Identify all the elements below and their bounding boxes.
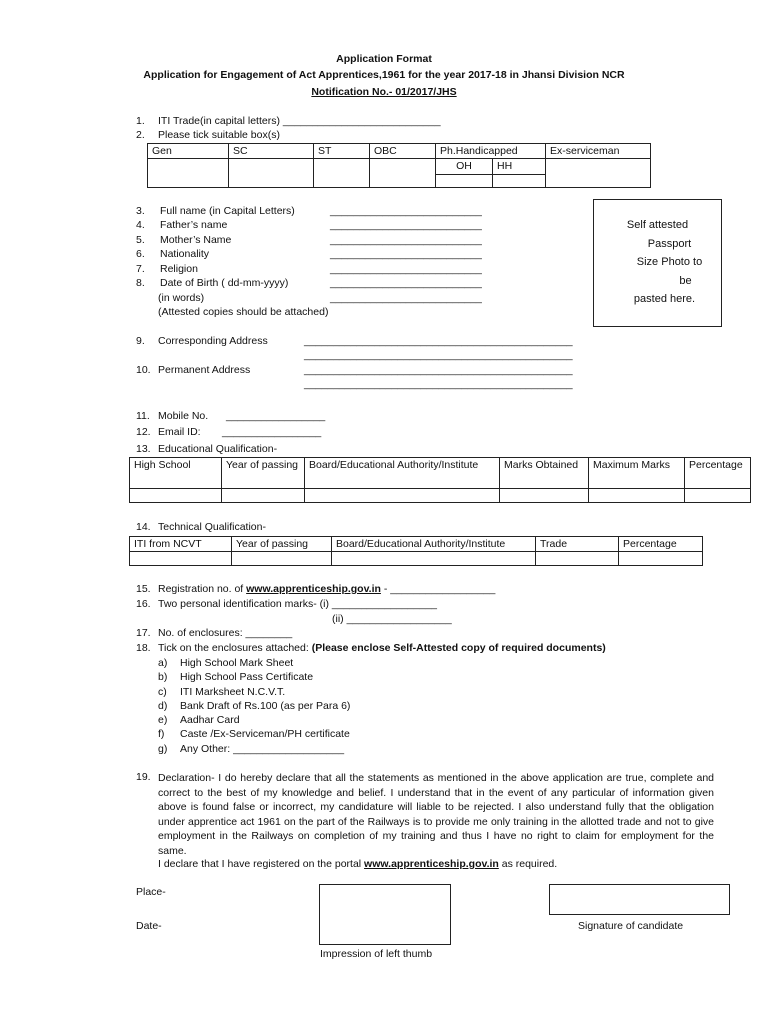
q1-blank[interactable]: ___________________________ [282, 115, 441, 127]
tech-cell[interactable] [332, 552, 536, 566]
enclosure-letter: f) [158, 728, 165, 740]
enclosure-letter: a) [158, 657, 168, 669]
tech-header: Year of passing [232, 537, 332, 552]
enclosure-letter: c) [158, 686, 167, 698]
tick-gen[interactable] [148, 159, 229, 188]
category-hh: HH [493, 159, 546, 175]
corr-address-line[interactable]: ______________________________________________ [304, 335, 573, 347]
q15-number: 15. [136, 583, 151, 595]
tech-header: Trade [536, 537, 619, 552]
q14-number: 14. [136, 521, 151, 533]
place-label: Place- [136, 886, 166, 898]
full-name-field[interactable]: __________________________ [330, 205, 482, 217]
tick-ex-serviceman[interactable] [546, 159, 651, 188]
tech-header: Percentage [619, 537, 703, 552]
edu-cell[interactable] [130, 489, 222, 503]
q8-label: Date of Birth ( dd-mm-yyyy) [160, 277, 289, 289]
q16-number: 16. [136, 598, 151, 610]
signature-label: Signature of candidate [578, 920, 684, 932]
portal-link[interactable]: www.apprenticeship.gov.in [246, 583, 381, 595]
tick-st[interactable] [314, 159, 370, 188]
edu-cell[interactable] [500, 489, 589, 503]
q12-label: Email ID: [158, 426, 201, 438]
enclosure-item[interactable]: Any Other: ___________________ [180, 743, 345, 755]
tick-obc[interactable] [370, 159, 436, 188]
q16-text: Two personal identification marks- (i) __________________ [158, 598, 438, 610]
q9-label: Corresponding Address [158, 335, 268, 347]
enclosure-letter: g) [158, 743, 168, 755]
category-sc: SC [229, 144, 314, 159]
date-label: Date- [136, 920, 162, 932]
education-table [129, 457, 751, 503]
q6-label: Nationality [160, 248, 210, 260]
tech-cell[interactable] [536, 552, 619, 566]
portal-link-declaration[interactable]: www.apprenticeship.gov.in [364, 858, 499, 870]
edu-header: Percentage [685, 458, 751, 489]
edu-header: Year of passing [222, 458, 305, 489]
q13-label: Educational Qualification- [158, 443, 278, 455]
photo-line: be [679, 274, 692, 287]
tick-oh[interactable] [436, 175, 493, 188]
perm-address-line[interactable]: ______________________________________________ [304, 364, 573, 376]
q3-label: Full name (in Capital Letters) [160, 205, 295, 217]
photo-line: Self attested [626, 219, 689, 231]
q4-label: Father’s name [160, 219, 228, 231]
q5-label: Mother’s Name [160, 234, 232, 246]
photo-line: Size Photo to [636, 256, 703, 268]
enclosure-item[interactable]: High School Pass Certificate [180, 671, 314, 683]
attested-note: (Attested copies should be attached) [158, 306, 329, 318]
form-subtitle: Application for Engagement of Act Apprentices,1961 for the year 2017-18 in Jhansi Division NCR [143, 69, 625, 81]
q9-number: 9. [136, 335, 145, 347]
q4-number: 4. [136, 219, 145, 231]
thumb-label: Impression of left thumb [320, 948, 433, 960]
q15-text: Registration no. of www.apprenticeship.gov.in - __________________ [158, 583, 496, 595]
dob-words-field[interactable]: __________________________ [330, 292, 482, 304]
q19-number: 19. [136, 771, 151, 783]
form-title: Application Format [336, 53, 432, 65]
q1-number: 1. [136, 115, 145, 127]
enclosure-item[interactable]: ITI Marksheet N.C.V.T. [180, 686, 286, 698]
tech-header: Board/Educational Authority/Institute [332, 537, 536, 552]
q17-number: 17. [136, 627, 151, 639]
signature-box[interactable] [549, 884, 730, 915]
enclosure-item[interactable]: Caste /Ex-Serviceman/PH certificate [180, 728, 350, 740]
notification-number: Notification No.- 01/2017/JHS [311, 86, 457, 98]
edu-header: Maximum Marks [589, 458, 685, 489]
category-obc: OBC [370, 144, 436, 159]
category-ph: Ph.Handicapped [436, 144, 546, 159]
photo-line: pasted here. [633, 293, 696, 305]
photo-line: Passport [647, 237, 692, 250]
nationality-field[interactable]: __________________________ [330, 248, 482, 260]
perm-address-line[interactable]: ______________________________________________ [304, 378, 573, 390]
enclosure-item[interactable]: Aadhar Card [180, 714, 240, 726]
enclosure-letter: d) [158, 700, 168, 712]
q2-label: Please tick suitable box(s) [158, 129, 280, 141]
edu-cell[interactable] [589, 489, 685, 503]
enclosure-item[interactable]: Bank Draft of Rs.100 (as per Para 6) [180, 700, 351, 712]
q7-label: Religion [160, 263, 198, 275]
corr-address-line[interactable]: ______________________________________________ [304, 349, 573, 361]
q14-label: Technical Qualification- [158, 521, 266, 533]
thumb-impression-box[interactable] [319, 884, 451, 945]
mother-name-field[interactable]: __________________________ [330, 234, 482, 246]
q18-number: 18. [136, 642, 151, 654]
tech-cell[interactable] [130, 552, 232, 566]
q16-second-mark[interactable]: (ii) __________________ [332, 613, 452, 625]
enclosure-item[interactable]: High School Mark Sheet [180, 657, 294, 669]
category-oh: OH [436, 159, 493, 175]
tick-hh[interactable] [493, 175, 546, 188]
edu-header: Board/Educational Authority/Institute [305, 458, 500, 489]
enclosure-letter: e) [158, 714, 168, 726]
q6-number: 6. [136, 248, 145, 260]
q10-label: Permanent Address [158, 364, 251, 376]
dob-field[interactable]: __________________________ [330, 277, 482, 289]
category-st: ST [314, 144, 370, 159]
category-table [147, 143, 651, 188]
q11-number: 11. [136, 410, 150, 422]
edu-cell[interactable] [222, 489, 305, 503]
q12-number: 12. [136, 426, 151, 438]
category-gen: Gen [148, 144, 229, 159]
tech-header: ITI from NCVT [130, 537, 232, 552]
edu-cell[interactable] [685, 489, 751, 503]
enclosure-letter: b) [158, 671, 168, 683]
declaration-text: Declaration- I do hereby declare that all the statements as mentioned in the above application are true, complete and correct to the best of my knowledge and belief. I understand that in the event of any particular of information given above is found false or incorrect, my candidature will liable to be rejected. I also understand fully that the obligation under apprentice act 1961 on the part of the Railways is to provide me only training in the allotted trade and not to give employment in the Railways on completion of my training and thus I have no right to claim for employment for the same. [158, 772, 714, 857]
edu-cell[interactable] [305, 489, 500, 503]
technical-table [129, 536, 703, 566]
category-ex-serviceman: Ex-serviceman [546, 144, 651, 159]
q1-label: ITI Trade(in capital letters) ___________________________ [158, 115, 441, 127]
photo-box [593, 199, 722, 327]
edu-header: Marks Obtained [500, 458, 589, 489]
q17-text: No. of enclosures: ________ [158, 627, 293, 639]
tech-cell[interactable] [619, 552, 703, 566]
email-field[interactable]: _________________ [222, 426, 322, 438]
portal-declaration: I declare that I have registered on the portal www.apprenticeship.gov.in as required. [158, 858, 558, 870]
edu-header: High School [130, 458, 222, 489]
tick-sc[interactable] [229, 159, 314, 188]
father-name-field[interactable]: __________________________ [330, 219, 482, 231]
q7-number: 7. [136, 263, 145, 275]
q18-text: Tick on the enclosures attached: (Please enclose Self-Attested copy of required documents) [158, 642, 606, 654]
q10-number: 10. [136, 364, 151, 376]
q2-number: 2. [136, 129, 145, 141]
q8-number: 8. [136, 277, 145, 289]
q11-label: Mobile No. [158, 410, 209, 422]
dob-words-label: (in words) [158, 292, 205, 304]
religion-field[interactable]: __________________________ [330, 263, 482, 275]
q13-number: 13. [136, 443, 151, 455]
mobile-field[interactable]: _________________ [226, 410, 326, 422]
q3-number: 3. [136, 205, 145, 217]
tech-cell[interactable] [232, 552, 332, 566]
q5-number: 5. [136, 234, 145, 246]
